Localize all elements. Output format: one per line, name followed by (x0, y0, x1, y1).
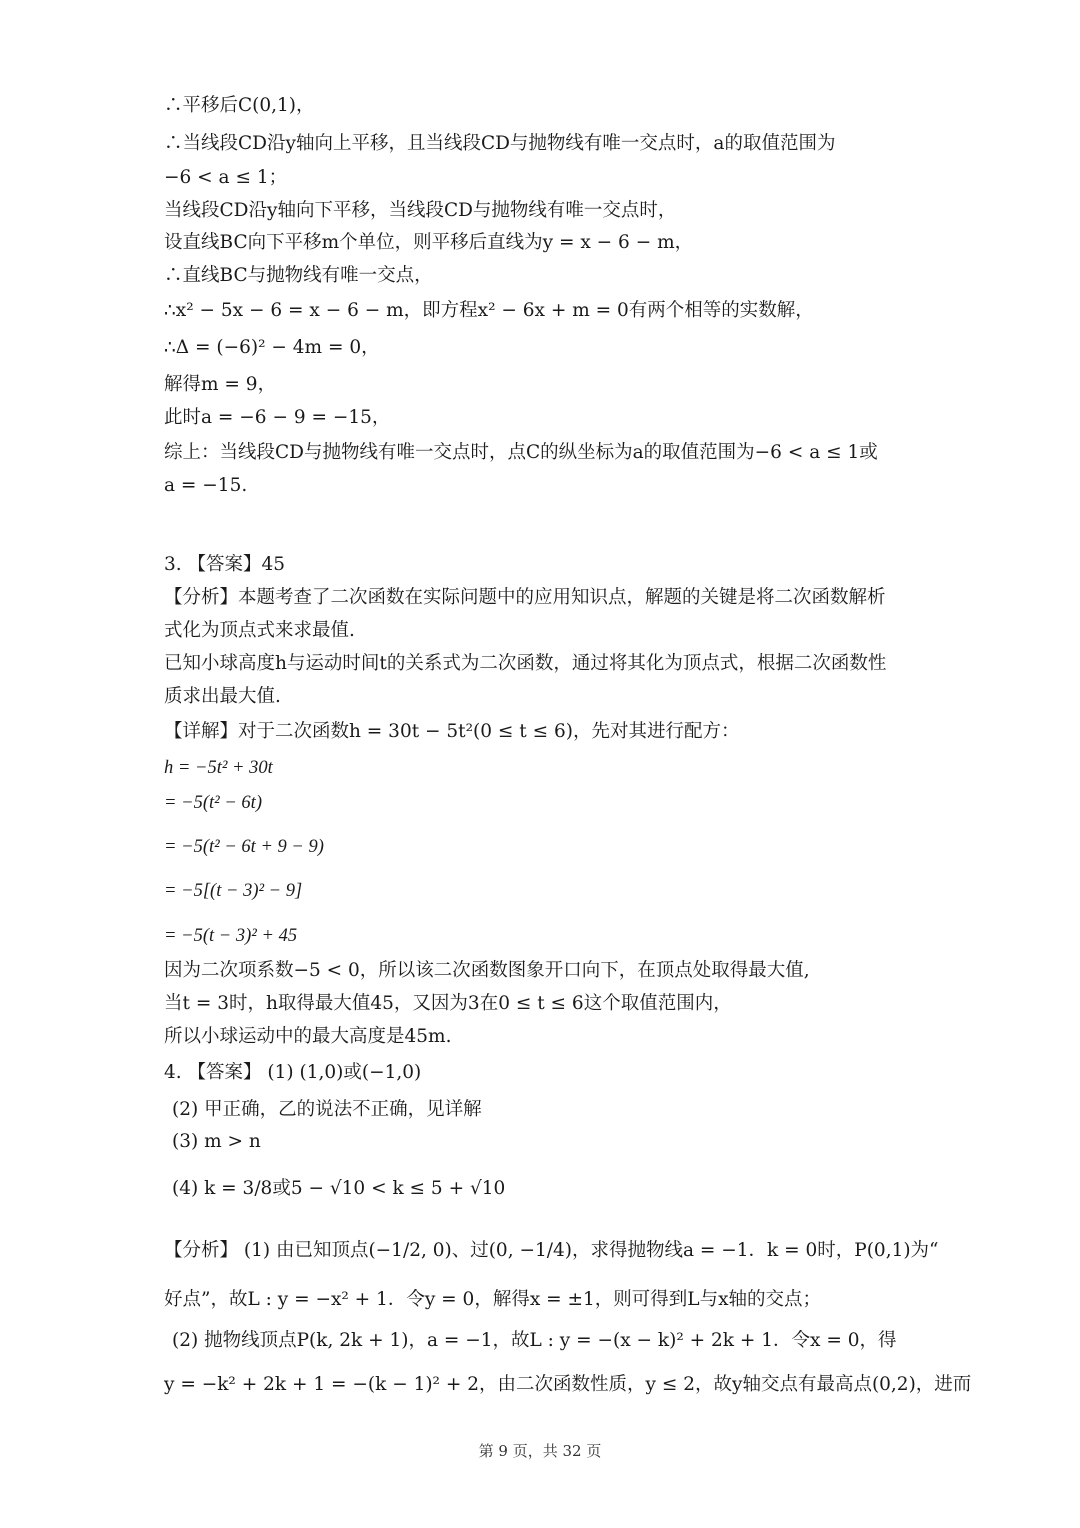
text-line: (3) m > n (172, 1131, 261, 1152)
text-line: 当t = 3时，h取得最大值45，又因为3在0 ≤ t ≤ 6这个取值范围内， (164, 993, 732, 1014)
text-line: 已知小球高度h与运动时间t的关系式为二次函数，通过将其化为顶点式，根据二次函数性 (164, 653, 887, 674)
text-line: 质求出最大值. (164, 686, 281, 707)
text-line: ∴平移后C(0,1)， (164, 95, 315, 116)
answer-heading: 3. 【答案】45 (164, 554, 286, 575)
text-line: ∴x² − 5x − 6 = x − 6 − m，即方程x² − 6x + m = 0有两个相等的实数解， (164, 300, 814, 321)
page-footer: 第 9 页，共 32 页 (478, 1442, 602, 1460)
text-line: 此时a = −6 − 9 = −15， (164, 407, 391, 428)
text-line: a = −15. (164, 475, 248, 496)
text-line: 综上：当线段CD与抛物线有唯一交点时，点C的纵坐标为a的取值范围为−6 < a ≤ 1或 (164, 442, 878, 463)
text-line: 所以小球运动中的最大高度是45m. (164, 1026, 452, 1047)
text-line: ∴Δ = (−6)² − 4m = 0， (164, 337, 380, 358)
equation-line: = −5(t − 3)² + 45 (164, 926, 298, 946)
text-line: ∴直线BC与抛物线有唯一交点， (164, 265, 433, 286)
text-line: −6 < a ≤ 1； (164, 167, 288, 188)
equation-line: h = −5t² + 30t (164, 758, 273, 778)
text-line: 好点”，故L : y = −x² + 1．令y = 0，解得x = ±1，则可得到L与x轴的交点； (164, 1289, 822, 1310)
text-line: (2) 甲正确，乙的说法不正确，见详解 (172, 1099, 482, 1120)
text-line: 【分析】 (1) 由已知顶点(−1/2, 0)、过(0, −1/4)，求得抛物线a = −1．k = 0时，P(0,1)为“ (164, 1240, 939, 1261)
text-line: 设直线BC向下平移m个单位，则平移后直线为y = x − 6 − m， (164, 232, 694, 253)
text-line: 解得m = 9， (164, 374, 277, 395)
text-line: 因为二次项系数−5 < 0，所以该二次函数图象开口向下，在顶点处取得最大值, (164, 960, 810, 981)
text-line: (2) 抛物线顶点P(k, 2k + 1)，a = −1，故L : y = −(x − k)² + 2k + 1．令x = 0，得 (172, 1330, 897, 1351)
text-line: 【详解】对于二次函数h = 30t − 5t²(0 ≤ t ≤ 6)，先对其进行配方： (164, 721, 740, 742)
answer-heading: 4. 【答案】 (1) (1,0)或(−1,0) (164, 1062, 422, 1083)
text-line: (4) k = 3/8或5 − √10 < k ≤ 5 + √10 (172, 1178, 506, 1199)
text-line: 当线段CD沿y轴向下平移，当线段CD与抛物线有唯一交点时， (164, 200, 677, 221)
text-line: 式化为顶点式来求最值. (164, 620, 355, 641)
equation-line: = −5[(t − 3)² − 9] (164, 881, 303, 901)
text-line: ∴当线段CD沿y轴向上平移，且当线段CD与抛物线有唯一交点时，a的取值范围为 (164, 133, 836, 154)
text-line: y = −k² + 2k + 1 = −(k − 1)² + 2，由二次函数性质，y ≤ 2，故y轴交点有最高点(0,2)，进而 (164, 1374, 972, 1395)
equation-line: = −5(t² − 6t + 9 − 9) (164, 837, 324, 857)
equation-line: = −5(t² − 6t) (164, 793, 262, 813)
text-line: 【分析】本题考查了二次函数在实际问题中的应用知识点，解题的关键是将二次函数解析 (164, 587, 886, 608)
